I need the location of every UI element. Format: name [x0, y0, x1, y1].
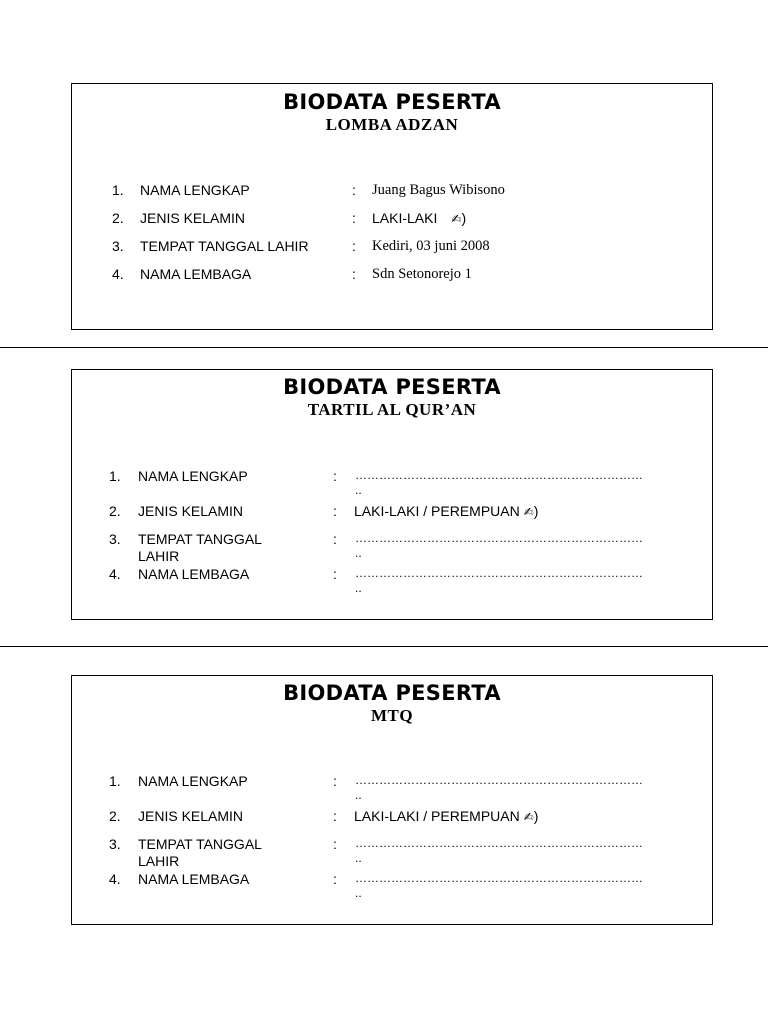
label-line: LAHIR: [138, 853, 180, 869]
row-label: JENIS KELAMIN: [140, 210, 246, 226]
fill-in-dots[interactable]: [355, 871, 695, 901]
row-nama-lembaga: [72, 266, 712, 288]
row-number: 2.: [112, 210, 124, 226]
row-label: TEMPAT TANGGAL LAHIR: [140, 238, 309, 254]
biodata-card-mtq: [71, 675, 713, 925]
dots-line: ………………………………………………………………: [355, 468, 643, 482]
row-tempat-tanggal-lahir: [72, 531, 712, 564]
row-label: JENIS KELAMIN: [138, 808, 244, 824]
row-colon: :: [352, 238, 356, 254]
row-colon: :: [333, 531, 337, 547]
close-paren: ): [461, 210, 467, 226]
dots-line: ..: [355, 546, 362, 560]
row-value: [354, 808, 538, 824]
row-colon: :: [333, 503, 337, 519]
row-colon: :: [333, 566, 337, 582]
gender-value: LAKI-LAKI / PEREMPUAN: [354, 808, 520, 824]
card-title: BIODATA PESERTA: [283, 375, 501, 399]
row-jenis-kelamin: [72, 210, 712, 232]
card-subtitle: TARTIL AL QUR’AN: [307, 400, 477, 419]
row-label: NAMA LEMBAGA: [138, 566, 250, 582]
pen-icon: ✍: [523, 505, 534, 519]
row-jenis-kelamin: [72, 503, 712, 525]
dots-line: ..: [355, 483, 362, 497]
row-colon: :: [333, 773, 337, 789]
fill-in-dots[interactable]: [355, 773, 695, 803]
row-number: 1.: [112, 182, 124, 198]
row-value: [372, 210, 466, 226]
row-label: NAMA LENGKAP: [138, 773, 248, 789]
dots-line: ………………………………………………………………: [355, 531, 643, 545]
row-label: [138, 531, 262, 565]
row-nama-lembaga: [72, 566, 712, 595]
row-label: NAMA LEMBAGA: [140, 266, 252, 282]
dots-line: ..: [355, 581, 362, 595]
card-title: BIODATA PESERTA: [283, 681, 501, 705]
row-colon: :: [333, 836, 337, 852]
pen-icon: ✍: [451, 212, 462, 226]
row-number: 1.: [109, 773, 121, 789]
row-value: Sdn Setonorejo 1: [372, 266, 472, 282]
close-paren: ): [533, 503, 539, 519]
row-nama-lengkap: [72, 182, 712, 204]
row-colon: :: [352, 266, 356, 282]
fill-in-dots[interactable]: [355, 468, 695, 498]
dots-line: ..: [355, 851, 362, 865]
card-subtitle: LOMBA ADZAN: [325, 115, 459, 134]
row-number: 4.: [109, 871, 121, 887]
row-nama-lengkap: [72, 773, 712, 802]
row-label: NAMA LEMBAGA: [138, 871, 250, 887]
dots-line: ………………………………………………………………: [355, 871, 643, 885]
dots-line: ..: [355, 886, 362, 900]
label-line: TEMPAT TANGGAL: [138, 836, 262, 852]
row-number: 3.: [109, 836, 121, 852]
fill-in-dots[interactable]: [355, 531, 695, 561]
row-number: 3.: [112, 238, 124, 254]
row-tempat-tanggal-lahir: [72, 238, 712, 260]
gender-value: LAKI-LAKI: [372, 210, 438, 226]
row-number: 1.: [109, 468, 121, 484]
row-colon: :: [333, 808, 337, 824]
dots-line: ………………………………………………………………: [355, 773, 643, 787]
row-number: 4.: [109, 566, 121, 582]
dots-line: ..: [355, 788, 362, 802]
close-paren: ): [533, 808, 539, 824]
row-value: Kediri, 03 juni 2008: [372, 238, 490, 254]
row-number: 4.: [112, 266, 124, 282]
row-colon: :: [333, 468, 337, 484]
cut-line: [0, 646, 768, 647]
dots-line: ………………………………………………………………: [355, 566, 643, 580]
row-colon: :: [333, 871, 337, 887]
fill-in-dots[interactable]: [355, 566, 695, 596]
label-line: TEMPAT TANGGAL: [138, 531, 262, 547]
row-nama-lengkap: [72, 468, 712, 497]
row-label: NAMA LENGKAP: [140, 182, 250, 198]
dots-line: ………………………………………………………………: [355, 836, 643, 850]
card-title: BIODATA PESERTA: [283, 90, 501, 114]
row-colon: :: [352, 210, 356, 226]
row-colon: :: [352, 182, 356, 198]
cut-line: [0, 347, 768, 348]
row-label: NAMA LENGKAP: [138, 468, 248, 484]
row-jenis-kelamin: [72, 808, 712, 830]
gender-value: LAKI-LAKI / PEREMPUAN: [354, 503, 520, 519]
biodata-card-lomba-adzan: [71, 83, 713, 330]
row-number: 3.: [109, 531, 121, 547]
row-nama-lembaga: [72, 871, 712, 900]
biodata-card-tartil: [71, 369, 713, 620]
row-value: [354, 503, 538, 519]
label-line: LAHIR: [138, 548, 180, 564]
fill-in-dots[interactable]: [355, 836, 695, 866]
row-label: JENIS KELAMIN: [138, 503, 244, 519]
card-subtitle: MTQ: [370, 706, 414, 725]
row-tempat-tanggal-lahir: [72, 836, 712, 869]
pen-icon: ✍: [523, 810, 534, 824]
row-number: 2.: [109, 808, 121, 824]
row-value: Juang Bagus Wibisono: [372, 182, 505, 198]
row-number: 2.: [109, 503, 121, 519]
row-label: [138, 836, 262, 870]
